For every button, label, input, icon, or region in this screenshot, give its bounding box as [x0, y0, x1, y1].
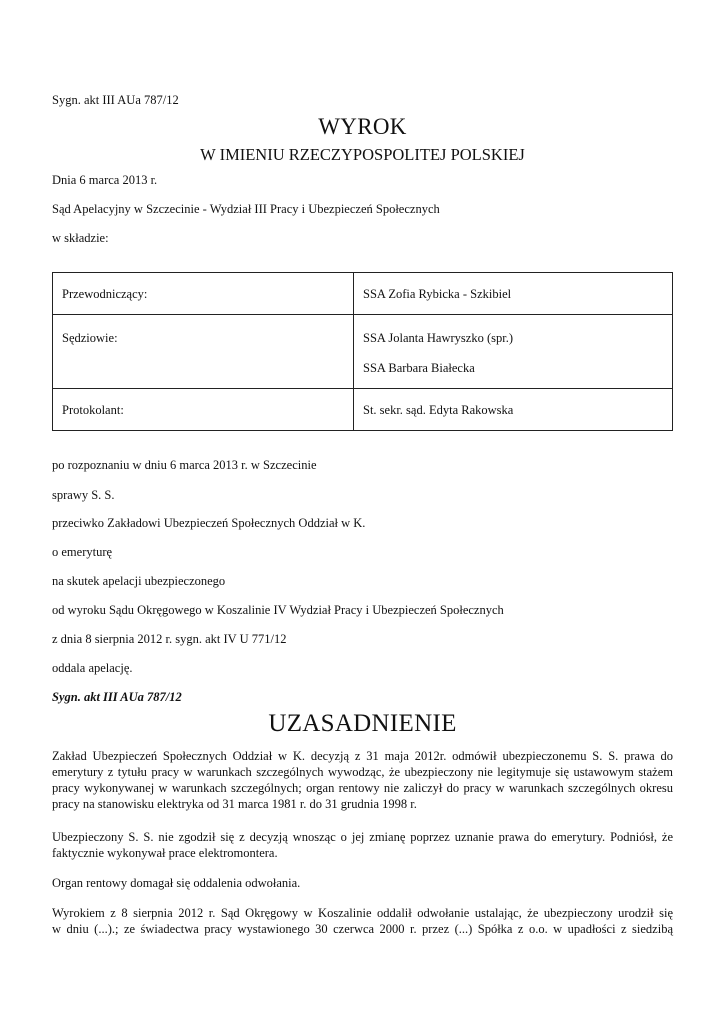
paragraph-line: Organ rentowy domagał się oddalenia odwołania.: [52, 876, 301, 890]
composition-label: w składzie:: [52, 231, 109, 245]
ruling-decision: oddala apelację.: [52, 661, 133, 675]
court-panel-table: [52, 272, 673, 431]
ruling-line: przeciwko Zakładowi Ubezpieczeń Społecznych Oddział w K.: [52, 516, 366, 530]
ruling-line: po rozpoznaniu w dniu 6 marca 2013 r. w Szczecinie: [52, 458, 317, 472]
paragraph-line: pracy wykonywanej w warunkach szczególnych; organ rentowy nie zaliczył do pracy w warunkach szczególnych okresu: [52, 781, 673, 795]
ruling-line: o emeryturę: [52, 545, 113, 559]
paragraph-line: faktycznie wykonywał prace elektromontera.: [52, 846, 278, 860]
ruling-line: od wyroku Sądu Okręgowego w Koszalinie IV Wydział Pracy i Ubezpieczeń Społecznych: [52, 603, 504, 617]
justification-paragraph: [52, 875, 673, 891]
panel-member-name: SSA Jolanta Hawryszko (spr.): [363, 331, 513, 345]
paragraph-line: pracy na stanowisku elektryka od 31 marca 1981 r. do 31 grudnia 1998 r.: [52, 797, 417, 811]
panel-names-cell: [354, 273, 673, 315]
paragraph-line: Wyrokiem z 8 sierpnia 2012 r. Sąd Okręgowy w Koszalinie oddalił odwołanie ustalając, że ubezpieczony urodził się: [52, 906, 673, 920]
justification-paragraph: [52, 829, 673, 861]
panel-role-cell: Sędziowie:: [53, 315, 354, 389]
ruling-line: z dnia 8 sierpnia 2012 r. sygn. akt IV U 771/12: [52, 632, 287, 646]
judgment-date: Dnia 6 marca 2013 r.: [52, 173, 158, 187]
paragraph-line: Ubezpieczony S. S. nie zgodził się z decyzją wnosząc o jej zmianę poprzez uznanie prawa do emerytury. Podniósł, że: [52, 830, 673, 844]
ruling-line: na skutek apelacji ubezpieczonego: [52, 574, 226, 588]
justification-case-number: Sygn. akt III AUa 787/12: [52, 690, 182, 704]
paragraph-line: Zakład Ubezpieczeń Społecznych Oddział w K. decyzją z 31 maja 2012r. odmówił ubezpieczonemu S. S. prawa do: [52, 749, 673, 763]
panel-names-cell: [354, 389, 673, 431]
ruling-line: sprawy S. S.: [52, 488, 115, 502]
panel-names-cell: [354, 315, 673, 389]
justification-paragraph: [52, 905, 673, 937]
table-row: [53, 315, 673, 389]
paragraph-line: emerytury z tytułu pracy w warunkach szczególnych wywodząc, że ubezpieczony nie legitymuje się ustawowym stażem: [52, 765, 673, 779]
panel-member-name: SSA Zofia Rybicka - Szkibiel: [363, 287, 512, 301]
document-title: WYROK: [318, 114, 407, 139]
justification-paragraph: [52, 748, 673, 812]
court-name: Sąd Apelacyjny w Szczecinie - Wydział III Pracy i Ubezpieczeń Społecznych: [52, 202, 440, 216]
table-row: [53, 389, 673, 431]
justification-heading: UZASADNIENIE: [268, 710, 457, 737]
case-number: Sygn. akt III AUa 787/12: [52, 93, 179, 107]
panel-member-name: St. sekr. sąd. Edyta Rakowska: [363, 403, 514, 417]
table-row: [53, 273, 673, 315]
document-subtitle: W IMIENIU RZECZYPOSPOLITEJ POLSKIEJ: [200, 145, 525, 164]
panel-role-cell: Protokolant:: [53, 389, 354, 431]
paragraph-line: w dniu (...).; ze świadectwa pracy wystawionego 30 czerwca 2000 r. przez (...) Spółka z o.o. w upadłości z siedzibą: [52, 922, 673, 936]
panel-member-name: SSA Barbara Białecka: [363, 361, 475, 375]
panel-role-cell: Przewodniczący:: [53, 273, 354, 315]
